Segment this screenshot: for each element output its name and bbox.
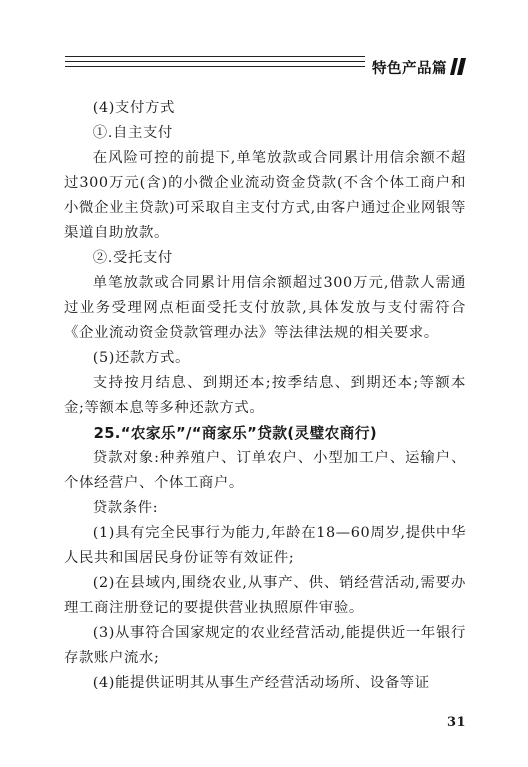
page-body — [64, 96, 466, 696]
page-number: 31 — [447, 715, 467, 730]
header-rule — [65, 66, 365, 67]
running-header — [0, 0, 528, 80]
header-mark-icon — [450, 58, 466, 75]
paragraph: 单笔放款或合同累计用信余额超过300万元,借款人需通过业务受理网点柜面受托支付放款,具体发放与支付需符合《企业流动资金贷款管理办法》等法律法规的相关要求。 — [64, 275, 466, 341]
paragraph: 支持按月结息、到期还本;按季结息、到期还本;等额本金;等额本息等多种还款方式。 — [64, 375, 466, 416]
item-heading: 25.“农家乐”/“商家乐”贷款(灵璧农商行) — [93, 425, 377, 442]
header-rules — [65, 56, 365, 67]
paragraph: 在风险可控的前提下,单笔放款或合同累计用信余额不超过300万元(含)的小微企业流动资金贷款(不含个体工商户和小微企业主贷款)可采取自主支付方式,由客户通过企业网银等渠道自助放款。 — [64, 150, 466, 241]
paragraph: (1)具有完全民事行为能力,年龄在18—60周岁,提供中华人民共和国居民身份证等有效证件; — [64, 525, 466, 566]
paragraph: (4)能提供证明其从事生产经营活动场所、设备等证 — [92, 675, 430, 691]
header-rule — [65, 56, 365, 57]
paragraph: (3)从事符合国家规定的农业经营活动,能提供近一年银行存款账户流水; — [64, 625, 466, 666]
paragraph: 贷款条件: — [92, 500, 159, 516]
paragraph: (5)还款方式。 — [92, 350, 190, 366]
paragraph: ①.自主支付 — [92, 125, 173, 141]
section-title: 特色产品篇 — [372, 61, 447, 77]
paragraph: ②.受托支付 — [92, 250, 173, 266]
paragraph: (4)支付方式 — [92, 100, 175, 116]
paragraph: (2)在县域内,围绕农业,从事产、供、销经营活动,需要办理工商注册登记的要提供营业执照原件审验。 — [64, 575, 466, 616]
header-rule — [65, 61, 365, 62]
paragraph: 贷款对象:种养殖户、订单农户、小型加工户、运输户、个体经营户、个体工商户。 — [64, 450, 466, 491]
